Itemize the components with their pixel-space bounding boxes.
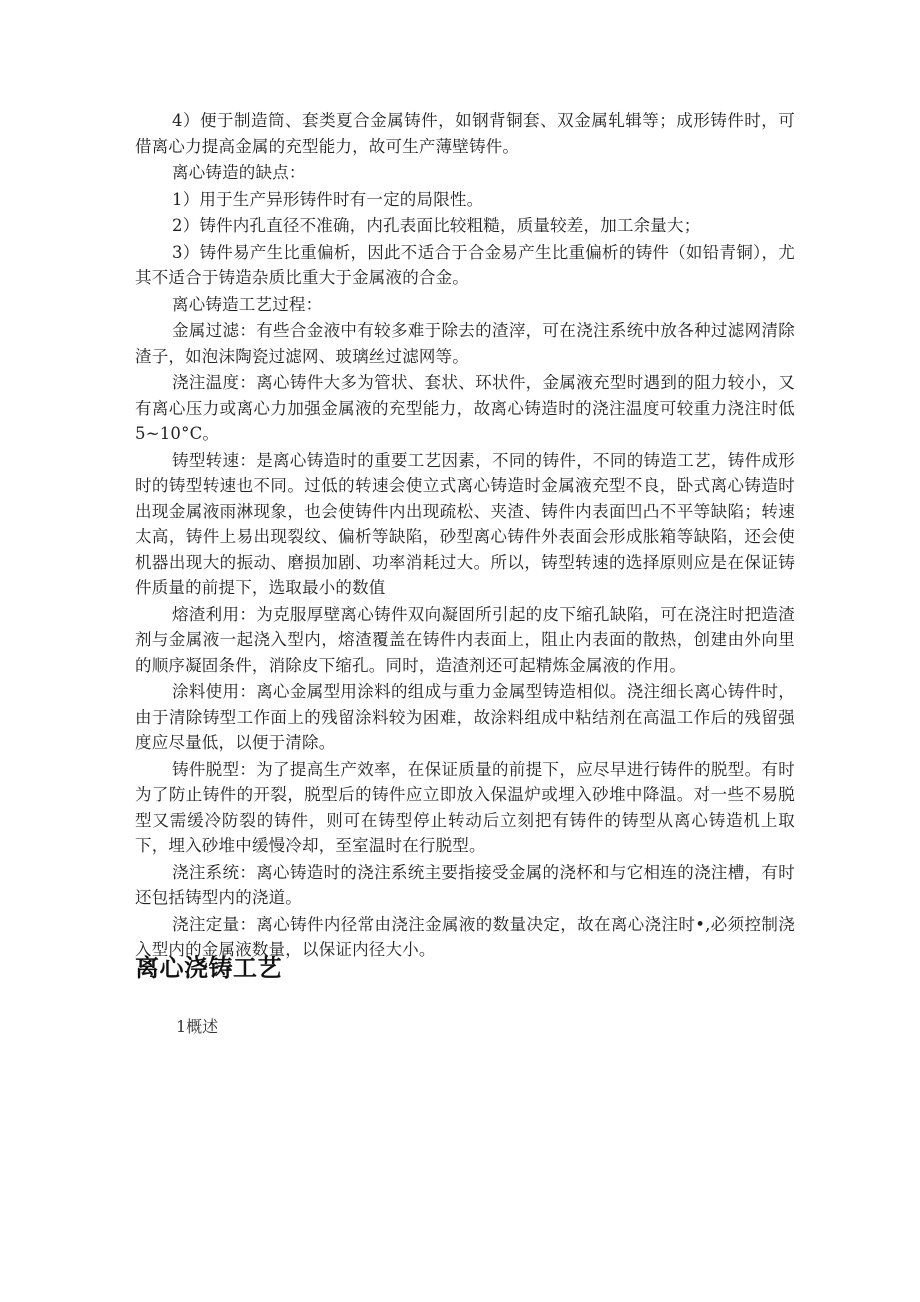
paragraph-process-title: 离心铸造工艺过程： — [172, 294, 323, 314]
paragraph-metal-filtering: 金属过滤：有些合金液中有较多难于除去的渣滓，可在浇注系统中放各种过滤网清除渣子，如泡沫陶瓷过滤网、玻璃丝过滤网等。 — [135, 321, 795, 366]
document-body — [135, 108, 795, 964]
paragraph-disadvantages-title: 离心铸造的缺点： — [172, 163, 306, 182]
section-heading: 离心浇铸工艺 — [135, 954, 282, 982]
paragraph-slag-use: 熔渣利用：为克服厚壁离心铸件双向凝固所引起的皮下缩孔缺陷，可在浇注时把造渣剂与金属液一起浇入型内，熔渣覆盖在铸件内表面上，阻止内表面的散热，创建由外向里的顺序凝固条件，消除皮下缩孔。同时，造渣剂还可起精炼金属液的作用。 — [135, 604, 795, 675]
paragraph-disadvantage-3: 3）铸件易产生比重偏析，因此不适合于合金易产生比重偏析的铸件（如铅青铜），尤其不适合于铸造杂质比重大于金属液的合金。 — [135, 242, 795, 287]
paragraph-pouring-quantity: 浇注定量：离心铸件内径常由浇注金属液的数量决定，故在离心浇注时•,必须控制浇入型内的金属液数量，以保证内径大小。 — [135, 914, 795, 959]
paragraph-mold-speed: 铸型转速：是离心铸造时的重要工艺因素，不同的铸件，不同的铸造工艺，铸件成形时的铸型转速也不同。过低的转速会使立式离心铸造时金属液充型不良，卧式离心铸造时出现金属液雨淋现象，也会使铸件内出现疏松、夹渣、铸件内表面凹凸不平等缺陷；转速太高，铸件上易出现裂纹、偏析等缺陷，砂型离心铸件外表面会形成胀箱等缺陷，还会使机器出现大的振动、磨损加剧、功率消耗过大。所以，铸型转速的选择原则应是在保证铸件质量的前提下，选取最小的数值 — [135, 450, 795, 597]
paragraph-disadvantage-2: 2）铸件内孔直径不准确，内孔表面比较粗糙，质量较差，加工余量大； — [172, 216, 701, 235]
paragraph-coating-use: 涂料使用：离心金属型用涂料的组成与重力金属型铸造相似。浇注细长离心铸件时，由于清除铸型工作面上的残留涂料较为困难，故涂料组成中粘结剂在高温工作后的残留强度应尽量低，以便于清除。 — [135, 682, 795, 752]
paragraph-gating-system: 浇注系统：离心铸造时的浇注系统主要指接受金属的浇杯和与它相连的浇注槽，有时还包括铸型内的浇道。 — [135, 862, 795, 907]
paragraph-disadvantage-1: 1）用于生产异形铸件时有一定的局限性。 — [172, 189, 484, 209]
paragraph-pouring-temperature: 浇注温度：离心铸件大多为管状、套状、环状件，金属液充型时遇到的阻力较小，又有离心压力或离心力加强金属液的充型能力，故离心铸造时的浇注温度可较重力浇注时低5~10°C。 — [135, 373, 795, 443]
paragraph-advantage-4: 4）便于制造筒、套类夏合金属铸件，如钢背铜套、双金属轧辑等；成形铸件时，可借离心力提高金属的充型能力，故可生产薄壁铸件。 — [135, 111, 795, 156]
section-subheading: 1概述 — [176, 1017, 219, 1036]
paragraph-demolding: 铸件脱型：为了提高生产效率，在保证质量的前提下，应尽早进行铸件的脱型。有时为了防止铸件的开裂，脱型后的铸件应立即放入保温炉或埋入砂堆中降温。对一些不易脱型又需缓冷防裂的铸件，则可在铸型停止转动后立刻把有铸件的铸型从离心铸造机上取下，埋入砂堆中缓慢冷却，至室温时在行脱型。 — [135, 759, 795, 855]
